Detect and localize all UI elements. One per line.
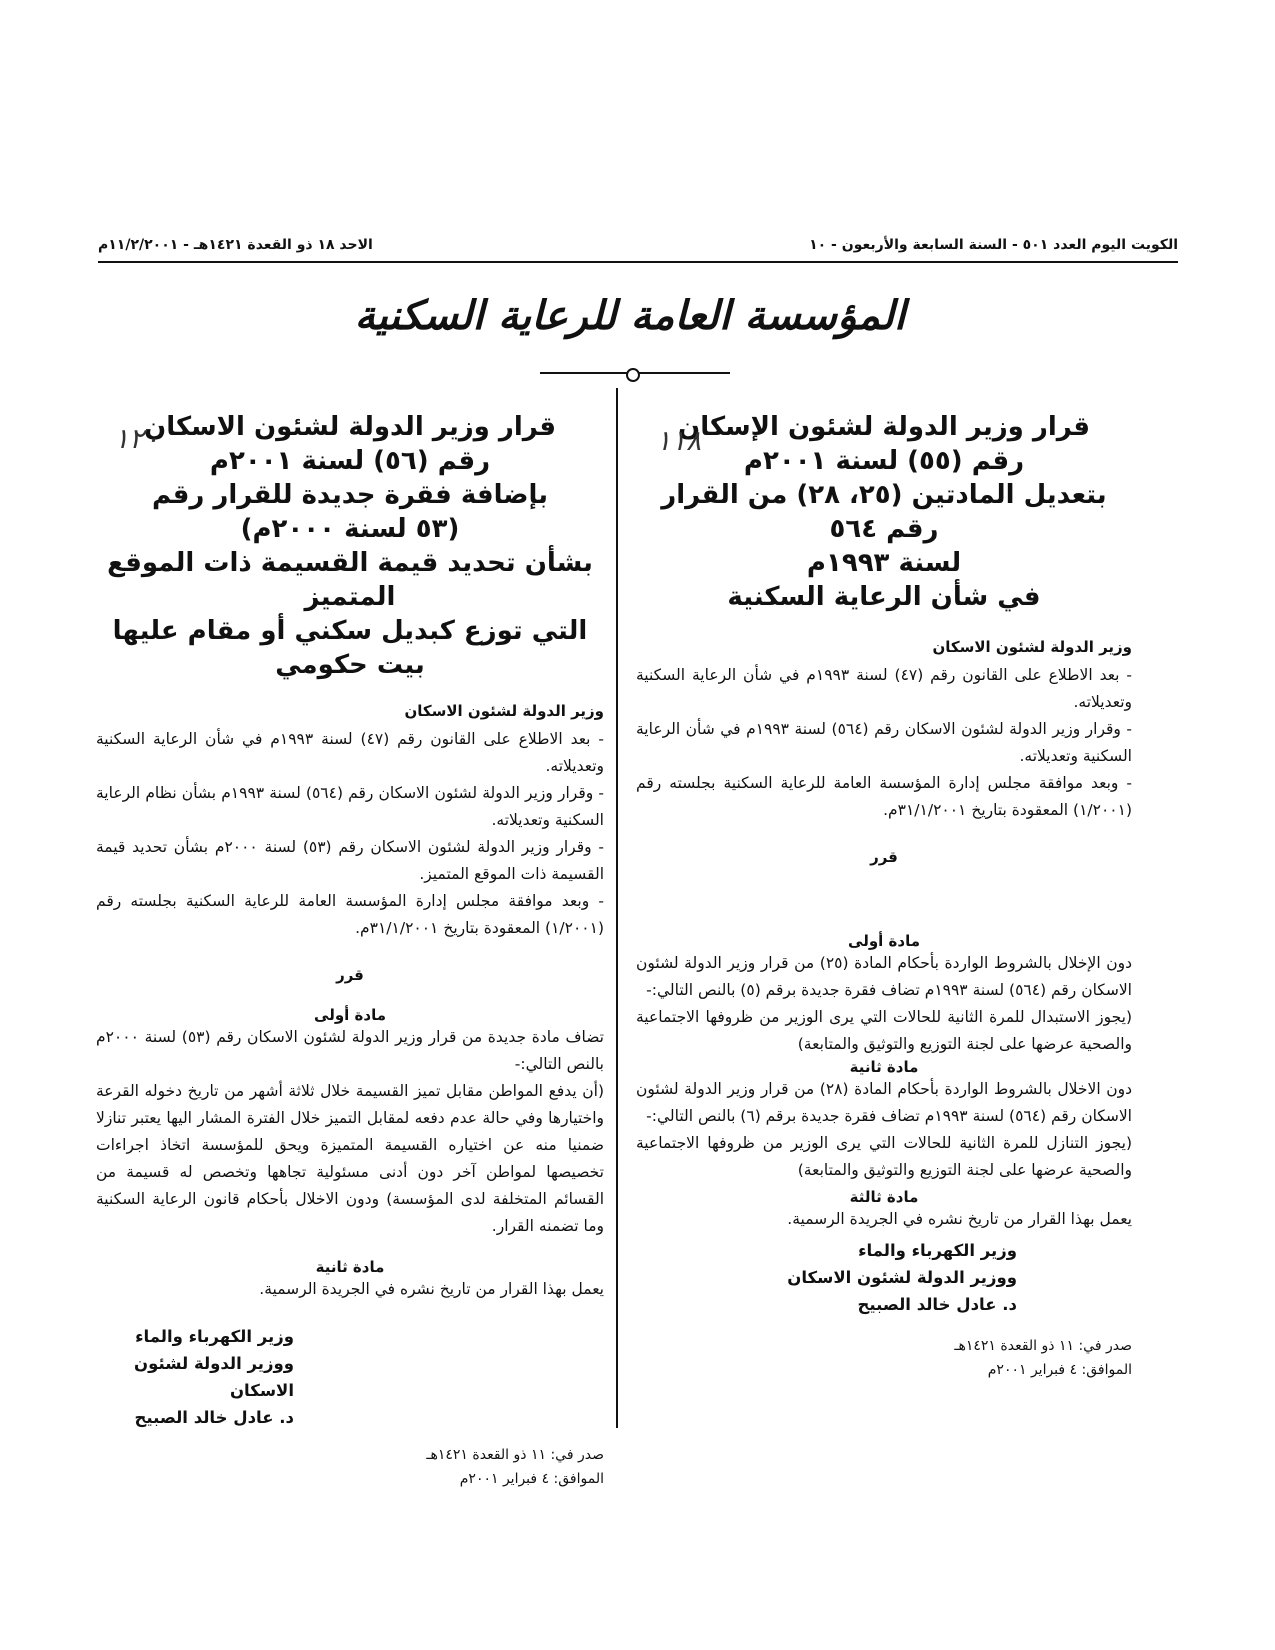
article-2-heading: مادة ثانية (315, 1258, 385, 1276)
gregorian-date: الموافق: ٤ فبراير ٢٠٠١م (987, 1362, 1132, 1378)
preamble-item: - وقرار وزير الدولة لشئون الاسكان رقم (٥٣) لسنة ٢٠٠٠م بشأن تحديد قيمة القسيمة ذات الموقع المتميز. (96, 838, 604, 883)
article-3-heading: مادة ثالثة (849, 1188, 919, 1206)
decree-55-column (636, 410, 1132, 1382)
signature-block (96, 1323, 294, 1431)
banner-divider (540, 372, 730, 374)
article-2-text: (يجوز التنازل للمرة الثانية للحالات التي يرى الوزير من ظروفها الاجتماعية والصحية عرضها على لجنة التوزيع والتوثيق والمتابعة) (636, 1134, 1132, 1179)
issue-date-block (636, 1334, 1132, 1382)
article-2-text: دون الاخلال بالشروط الواردة بأحكام المادة (٢٨) من قرار وزير الدولة لشئون الاسكان رقم (٥٦٤) لسنة ١٩٩٣م تضاف فقرة جديدة برقم (٦) بالنص التالي:- (636, 1080, 1132, 1125)
article-1-heading: مادة أولى (314, 1006, 386, 1024)
article-1-text: (أن يدفع المواطن مقابل تميز القسيمة خلال ثلاثة أشهر من تاريخ دخوله القرعة واختيارها وفي حالة عدم دفعه لمقابل التميز خلال الفترة المشار اليها يعتبر تنازلا ضمنيا منه عن اختياره القسيمة المتميزة ويحق للمؤسسة اتخاذ اجراءات تخصيصها لمواطن آخر دون أدنى مسئولية تجاهها وتخصص له قسيمة من القسائم المتخلفة لدى المؤسسة) ودون الاخلال بأحكام قانون الرعاية السكنية وما تضمنه القرار. (96, 1082, 604, 1235)
gregorian-date: الموافق: ٤ فبراير ٢٠٠١م (459, 1471, 604, 1487)
decree-subject-year: لسنة ١٩٩٣م (806, 548, 962, 578)
section-banner (330, 292, 930, 362)
decree-title: قرار وزير الدولة لشئون الإسكان (678, 412, 1090, 442)
page-header (98, 237, 1178, 267)
article-1-text: (يجوز الاستبدال للمرة الثانية للحالات التي يرى الوزير من ظروفها الاجتماعية والصحية عرضها على لجنة التوزيع والتوثيق والمتابعة) (636, 1008, 1132, 1053)
preamble-item: - وقرار وزير الدولة لشئون الاسكان رقم (٥٦٤) لسنة ١٩٩٣م في شأن الرعاية السكنية وتعديلاته. (636, 720, 1132, 765)
preamble-item: - وبعد موافقة مجلس إدارة المؤسسة العامة للرعاية السكنية بجلسته رقم (١/٢٠٠١) المعقودة بتاريخ ٣١/١/٢٠٠١م. (636, 774, 1132, 819)
decree-56-column (96, 410, 604, 1491)
article-2-heading: مادة ثانية (849, 1058, 919, 1076)
preamble-item: - وبعد موافقة مجلس إدارة المؤسسة العامة للرعاية السكنية بجلسته رقم (١/٢٠٠١) المعقودة بتاريخ ٣١/١/٢٠٠١م. (96, 892, 604, 937)
handwritten-number: ١١٨ (656, 424, 702, 457)
issuer-heading: وزير الدولة لشئون الاسكان (932, 638, 1132, 656)
header-date: الاحد ١٨ ذو القعدة ١٤٢١هـ - ١١/٢/٢٠٠١م (98, 237, 373, 253)
signatory-title: وزير الكهرباء والماء (858, 1241, 1017, 1260)
decree-subject-ref: (٥٣ لسنة ٢٠٠٠م) (240, 514, 460, 544)
article-3-text: يعمل بهذا القرار من تاريخ نشره في الجريدة الرسمية. (787, 1210, 1132, 1228)
decree-subject-topic: بشأن تحديد قيمة القسيمة ذات الموقع المتميز (107, 548, 593, 612)
decree-number: رقم (٥٥) لسنة ٢٠٠١م (743, 446, 1025, 476)
article-2-text: يعمل بهذا القرار من تاريخ نشره في الجريدة الرسمية. (259, 1280, 604, 1298)
banner-title: المؤسسة العامة للرعاية السكنية (354, 292, 906, 339)
preamble-item: - بعد الاطلاع على القانون رقم (٤٧) لسنة ١٩٩٣م في شأن الرعاية السكنية وتعديلاته. (96, 730, 604, 775)
issued-date: صدر في: ١١ ذو القعدة ١٤٢١هـ (954, 1338, 1132, 1354)
preamble-item: - وقرار وزير الدولة لشئون الاسكان رقم (٥٦٤) لسنة ١٩٩٣م بشأن نظام الرعاية السكنية وتعديلاته. (96, 784, 604, 829)
issuer-heading: وزير الدولة لشئون الاسكان (404, 702, 604, 720)
decree-subject: بإضافة فقرة جديدة للقرار رقم (151, 480, 549, 510)
article-1-text: دون الإخلال بالشروط الواردة بأحكام المادة (٢٥) من قرار وزير الدولة لشئون الاسكان رقم (٥٦٤) لسنة ١٩٩٣م تضاف فقرة جديدة برقم (٥) بالنص التالي:- (636, 954, 1132, 999)
decided-heading: قرر (336, 966, 364, 984)
header-issue-info: الكويت اليوم العدد ٥٠١ - السنة السابعة والأربعون - ١٠ (809, 237, 1178, 253)
article-1-text: تضاف مادة جديدة من قرار وزير الدولة لشئون الاسكان رقم (٥٣) لسنة ٢٠٠٠م بالنص التالي:- (96, 1028, 604, 1073)
column-divider (616, 388, 618, 1428)
signatory-title: ووزير الدولة لشئون الاسكان (787, 1268, 1017, 1287)
handwritten-number: ١٢٠ (114, 422, 160, 455)
decree-subject-topic: في شأن الرعاية السكنية (727, 582, 1041, 612)
signatory-title: ووزير الدولة لشئون الاسكان (134, 1354, 294, 1400)
article-1-heading: مادة أولى (848, 932, 920, 950)
issued-date: صدر في: ١١ ذو القعدة ١٤٢١هـ (426, 1447, 604, 1463)
signatory-name: د. عادل خالد الصبيح (857, 1295, 1017, 1314)
header-rule (98, 261, 1178, 263)
signature-block (636, 1237, 1017, 1318)
signatory-name: د. عادل خالد الصبيح (134, 1408, 294, 1427)
signatory-title: وزير الكهرباء والماء (135, 1327, 294, 1346)
decided-heading: قرر (870, 848, 898, 866)
decree-number: رقم (٥٦) لسنة ٢٠٠١م (209, 446, 491, 476)
decree-title: قرار وزير الدولة لشئون الاسكان (144, 412, 556, 442)
preamble-item: - بعد الاطلاع على القانون رقم (٤٧) لسنة ١٩٩٣م في شأن الرعاية السكنية وتعديلاته. (636, 666, 1132, 711)
issue-date-block (96, 1443, 604, 1491)
decree-subject-topic: التي توزع كبديل سكني أو مقام عليها بيت حكومي (112, 616, 588, 680)
decree-subject: بتعديل المادتين (٢٥، ٢٨) من القرار رقم ٥٦٤ (661, 480, 1107, 544)
